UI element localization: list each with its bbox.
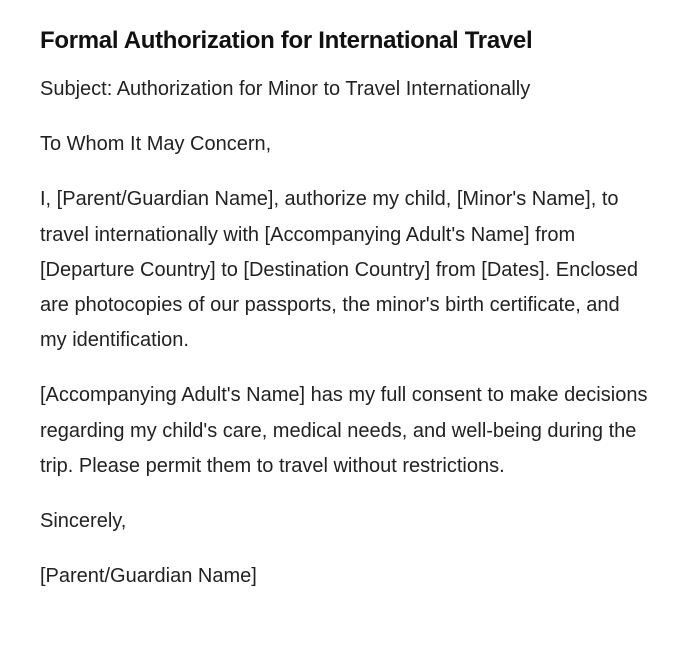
document: [40, 26, 650, 594]
closing: Sincerely,: [40, 510, 127, 533]
salutation: To Whom It May Concern,: [40, 133, 272, 156]
body-paragraph-consent: [Accompanying Adult's Name] has my full consent to make decisions regarding my child's care, medical needs, and well-being during the trip. Please permit them to travel without restrictions.: [40, 384, 648, 477]
document-title: Formal Authorization for International Travel: [40, 27, 533, 54]
subject-line: Subject: Authorization for Minor to Travel Internationally: [40, 78, 531, 100]
body-paragraph-authorization: I, [Parent/Guardian Name], authorize my child, [Minor's Name], to travel internationally with [Accompanying Adult's Name] from [Departure Country] to [Destination Country] from [Dates]. Enclosed are photocopies of our passports, the minor's birth certificate, and my identification.: [40, 188, 639, 352]
signature-placeholder: [Parent/Guardian Name]: [40, 565, 257, 588]
